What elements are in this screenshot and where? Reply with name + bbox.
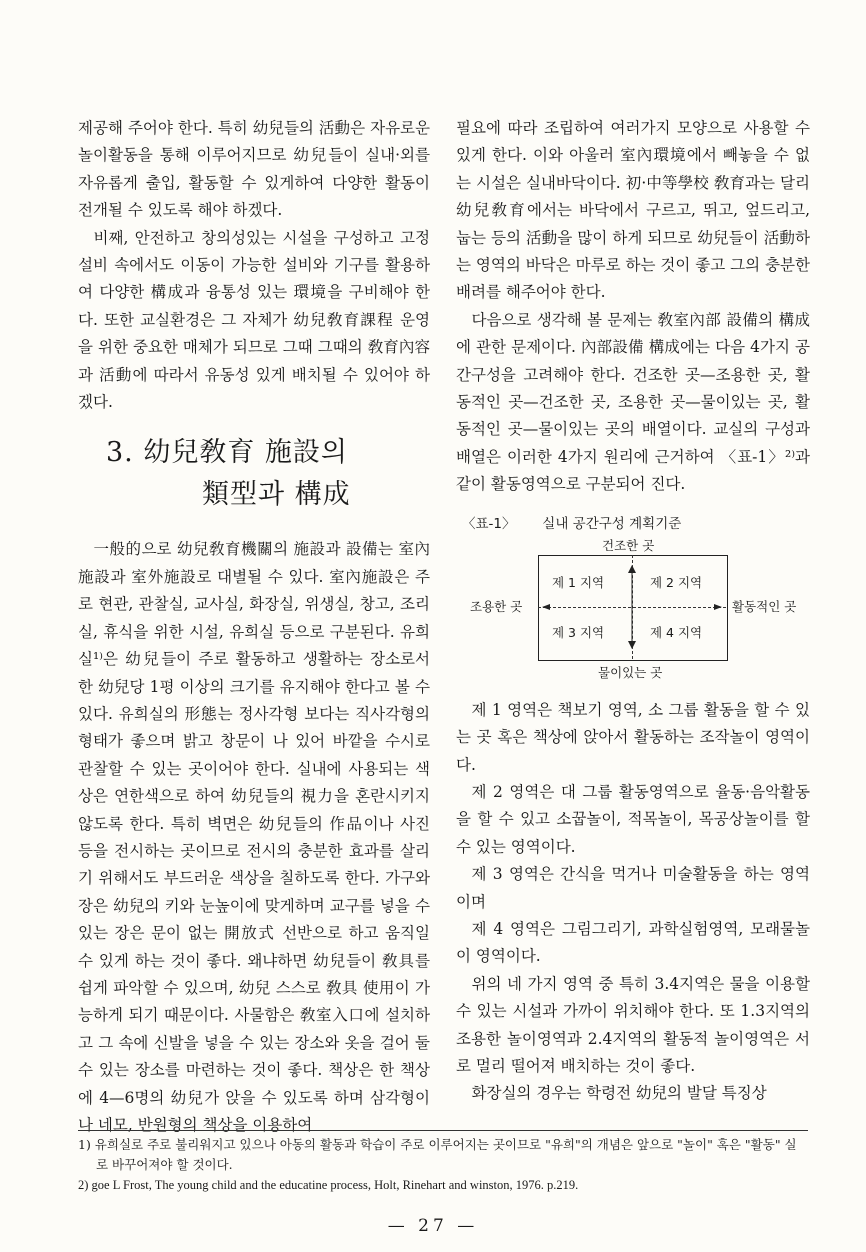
diagram-zone-1: 제 1 지역: [552, 574, 605, 590]
table-title: 실내 공간구성 계획기준: [542, 515, 682, 532]
section-heading: [78, 432, 430, 516]
arrow-right-icon: [714, 604, 722, 610]
left-column: [78, 115, 430, 1139]
paragraph: 제 2 영역은 대 그룹 활동영역으로 율동·음악활동을 할 수 있고 소꿉놀이, 적목놀이, 목공상놀이를 할 수 있는 영역이다.: [456, 782, 810, 856]
space-layout-diagram: [456, 539, 810, 685]
diagram-zone-2: 제 2 지역: [650, 574, 703, 590]
diagram-label-bottom: 물이있는 곳: [598, 664, 663, 680]
footnote-1: 1) 유희실로 주로 불리워지고 있으나 아동의 활동과 학습이 주로 이루어지는 곳이므로 "유희"의 개념은 앞으로 "놀이" 혹은 "활동" 실로 바꾸어져야 할 것이다.: [78, 1137, 797, 1172]
section-heading-line2: 類型과 構成: [202, 479, 351, 511]
arrow-down-icon: [628, 641, 636, 649]
section-heading-line1: 3. 幼兒敎育 施設의: [106, 437, 349, 469]
paragraph: 제 3 영역은 간식을 먹거나 미술활동을 하는 영역이며: [456, 865, 810, 911]
table-number: 〈표-1〉: [462, 515, 516, 532]
diagram-zone-4: 제 4 지역: [650, 624, 703, 640]
paragraph: 제 1 영역은 책보기 영역, 소 그룹 활동을 할 수 있는 곳 혹은 책상에 앉아서 활동하는 조작놀이 영역이다.: [456, 700, 810, 774]
diagram-label-top: 건조한 곳: [602, 537, 655, 553]
paragraph: 一般的으로 幼兒敎育機關의 施設과 設備는 室內施設과 室外施設로 대별될 수 있다. 室內施設은 주로 현관, 관찰실, 교사실, 화장실, 위생실, 창고, 조리실, 휴식을 위한 시설, 유희실 등으로 구분된다. 유희실¹⁾은 幼兒들이 주로 활동하고 생활하는 장소로서 한 幼兒당 1평 이상의 크기를 유지해야 한다고 볼 수 있다. 유희실의 形態는 정사각형 보다는 직사각형의 형태가 좋으며 밝고 창문이 나 있어 바깥을 수시로 관찰할 수 있는 곳이어야 한다. 실내에 사용되는 색상은 연한색으로 하여 幼兒들의 視力을 혼란시키지 않도록 한다. 특히 벽면은 幼兒들의 作品이나 사진 등을 전시하는 곳이므로 전시의 충분한 효과를 살리기 위해서도 부드러운 색상을 칠하도록 한다. 가구와 장은 幼兒의 키와 눈높이에 맞게하며 교구를 넣을 수 있는 장은 문이 없는 開放式 선반으로 하고 움직일 수 있게 하는 것이 좋다. 왜냐하면 幼兒들이 敎具를 쉽게 파악할 수 있으며, 幼兒 스스로 敎具 使用이 가능하게 되기 때문이다. 사물함은 敎室入口에 설치하고 그 속에 신발을 넣을 수 있는 장소와 옷을 걸어 둘 수 있는 장소를 마련하는 것이 좋다. 책상은 한 책상에 4—6명의 幼兒가 앉을 수 있도록 하며 삼각형이나 네모, 반원형의 책상을 이용하여: [78, 540, 430, 1134]
paragraph: 제공해 주어야 한다. 특히 幼兒들의 活動은 자유로운 놀이활동을 통해 이루어지므로 幼兒들이 실내·외를 자유롭게 출입, 활동할 수 있게하여 다양한 활동이 전개될 수 있도록 해야 하겠다.: [78, 119, 430, 220]
footnotes: [78, 1130, 808, 1195]
diagram-zone-3: 제 3 지역: [552, 624, 605, 640]
footnote-2: 2) goe L Frost, The young child and the educatine process, Holt, Rinehart and winston, 1976. p.219.: [78, 1178, 579, 1192]
arrow-up-icon: [628, 565, 636, 573]
paragraph: 다음으로 생각해 볼 문제는 敎室內部 設備의 構成에 관한 문제이다. 內部設備 構成에는 다음 4가지 공간구성을 고려해야 한다. 건조한 곳—조용한 곳, 활동적인 곳—건조한 곳, 조용한 곳—물이있는 곳, 활동적인 곳—물이있는 곳의 배열이다. 교실의 구성과 배열은 이러한 4가지 원리에 근거하여 〈표-1〉²⁾과 같이 활동영역으로 구분되어 진다.: [456, 310, 810, 494]
diagram-label-left: 조용한 곳: [470, 598, 523, 614]
paragraph: 화장실의 경우는 학령전 幼兒의 발달 특징상: [471, 1084, 767, 1103]
diagram-label-right: 활동적인 곳: [732, 598, 797, 614]
paragraph: 필요에 따라 조립하여 여러가지 모양으로 사용할 수 있게 한다. 이와 아울러 室內環境에서 빼놓을 수 없는 시설은 실내바닥이다. 初·中等學校 敎育과는 달리 幼兒敎育에서는 바닥에서 구르고, 뛰고, 엎드리고, 눕는 등의 活動을 많이 하게 되므로 幼兒들이 活動하는 영역의 바닥은 마루로 하는 것이 좋고 그의 충분한 배려를 해주어야 한다.: [456, 119, 810, 302]
paragraph: 제 4 영역은 그림그리기, 과학실험영역, 모래물놀이 영역이다.: [456, 919, 810, 966]
arrow-left-icon: [542, 604, 550, 610]
paragraph: 위의 네 가지 영역 중 특히 3.4지역은 물을 이용할 수 있는 시설과 가까이 위치해야 한다. 또 1.3지역의 조용한 놀이영역과 2.4지역의 활동적 놀이영역은 서로 멀리 떨어져 배치하는 것이 좋다.: [456, 974, 810, 1075]
page-number: — 27 —: [387, 1216, 479, 1236]
right-column: [456, 115, 810, 1108]
table-caption: [456, 511, 810, 537]
paragraph: 비째, 안전하고 창의성있는 시설을 구성하고 고정설비 속에서도 이동이 가능한 설비와 기구를 활용하여 다양한 構成과 융통성 있는 環境을 구비해야 한다. 또한 교실환경은 그 자체가 幼兒敎育課程 운영을 위한 중요한 매체가 되므로 그때 그때의 敎育內容과 活動에 따라서 유동성 있게 배치될 수 있어야 하겠다.: [78, 228, 430, 412]
